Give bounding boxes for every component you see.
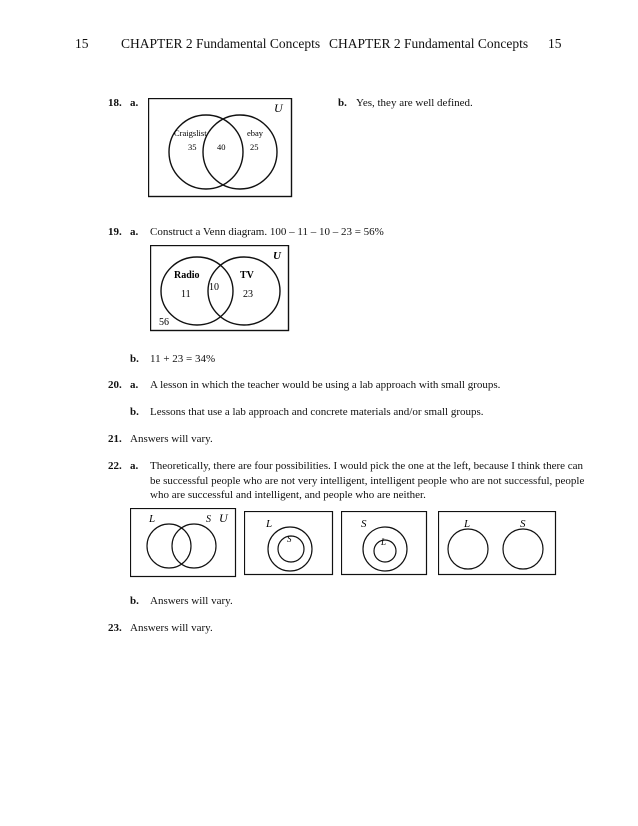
- q19-part-b-text: 11 + 23 = 34%: [150, 353, 216, 365]
- q19-part-a-text: Construct a Venn diagram. 100 – 11 – 10 – 23 = 56%: [150, 226, 384, 238]
- q19-outside-value: 56: [159, 317, 169, 328]
- q20-number: 20.: [108, 379, 122, 391]
- q18-ebay-label: ebay: [247, 128, 264, 138]
- q22-part-a-text: [150, 459, 585, 503]
- q22-diagram-overlapping: [130, 508, 237, 578]
- q22-d1-l-label: L: [149, 513, 156, 525]
- q20-part-a-text: A lesson in which the teacher would be using a lab approach with small groups.: [150, 379, 501, 391]
- chapter-title-left: CHAPTER 2 Fundamental Concepts: [121, 36, 321, 51]
- q22-part-a: a.: [130, 460, 139, 472]
- q22-d3-l-label: L: [381, 537, 387, 547]
- q22-part-b: b.: [130, 595, 139, 607]
- q18-part-a: a.: [130, 97, 139, 109]
- chapter-title-right: CHAPTER 2 Fundamental Concepts: [329, 36, 529, 51]
- q22-part-b-text: Answers will vary.: [150, 595, 233, 607]
- q19-radio-label: Radio: [174, 270, 200, 281]
- q18-part-b-text: Yes, they are well defined.: [356, 97, 473, 109]
- q22-diagram-l-in-s: [341, 511, 428, 576]
- q23-number: 23.: [108, 622, 122, 634]
- q18-craigslist-label: Craigslist: [174, 128, 207, 138]
- page-number-right: 15: [548, 36, 562, 51]
- q20-part-b-text: Lessons that use a lab approach and concrete materials and/or small groups.: [150, 406, 484, 418]
- q22-d2-l-label: L: [266, 518, 273, 530]
- q18-venn-diagram: [148, 98, 293, 198]
- q22-d3-s-label: S: [361, 518, 367, 530]
- q19-left-only-value: 11: [181, 289, 191, 300]
- q22-text-line-2: be successful people who are not very intelligent, intelligent people who are not successful, people: [150, 474, 585, 487]
- q19-both-value: 10: [209, 282, 219, 293]
- q19-universe-label: U: [273, 250, 281, 262]
- q22-d4-s-label: S: [520, 518, 526, 530]
- q21-number: 21.: [108, 433, 122, 445]
- q22-number: 22.: [108, 460, 122, 472]
- page-number-left: 15: [75, 36, 89, 51]
- q19-right-only-value: 23: [243, 289, 253, 300]
- q18-universe-label: U: [274, 101, 283, 115]
- q22-diagram-disjoint: [438, 511, 557, 576]
- q18-number: 18.: [108, 97, 122, 109]
- q22-d2-s-label: S: [287, 534, 292, 544]
- q22-diagram-s-in-l: [244, 511, 334, 576]
- q18-right-only-value: 25: [250, 142, 259, 152]
- q20-part-b: b.: [130, 406, 139, 418]
- q18-left-only-value: 35: [188, 142, 197, 152]
- q22-d1-u-label: U: [219, 511, 228, 525]
- q22-text-line-1: Theoretically, there are four possibilities. I would pick the one at the left, because I think there can: [150, 460, 584, 472]
- q19-number: 19.: [108, 226, 122, 238]
- q23-text: Answers will vary.: [130, 622, 213, 634]
- q19-part-a: a.: [130, 226, 139, 238]
- q19-part-b: b.: [130, 353, 139, 365]
- q19-tv-label: TV: [240, 270, 254, 281]
- q22-d1-s-label: S: [206, 514, 211, 525]
- q18-both-value: 40: [217, 142, 226, 152]
- q22-d4-l-label: L: [464, 518, 471, 530]
- q21-text: Answers will vary.: [130, 433, 213, 445]
- q20-part-a: a.: [130, 379, 139, 391]
- q18-part-b: b.: [338, 97, 347, 109]
- q19-venn-diagram: [150, 245, 290, 332]
- q22-text-line-3: who are successful and intelligent, and people who are neither.: [150, 489, 426, 501]
